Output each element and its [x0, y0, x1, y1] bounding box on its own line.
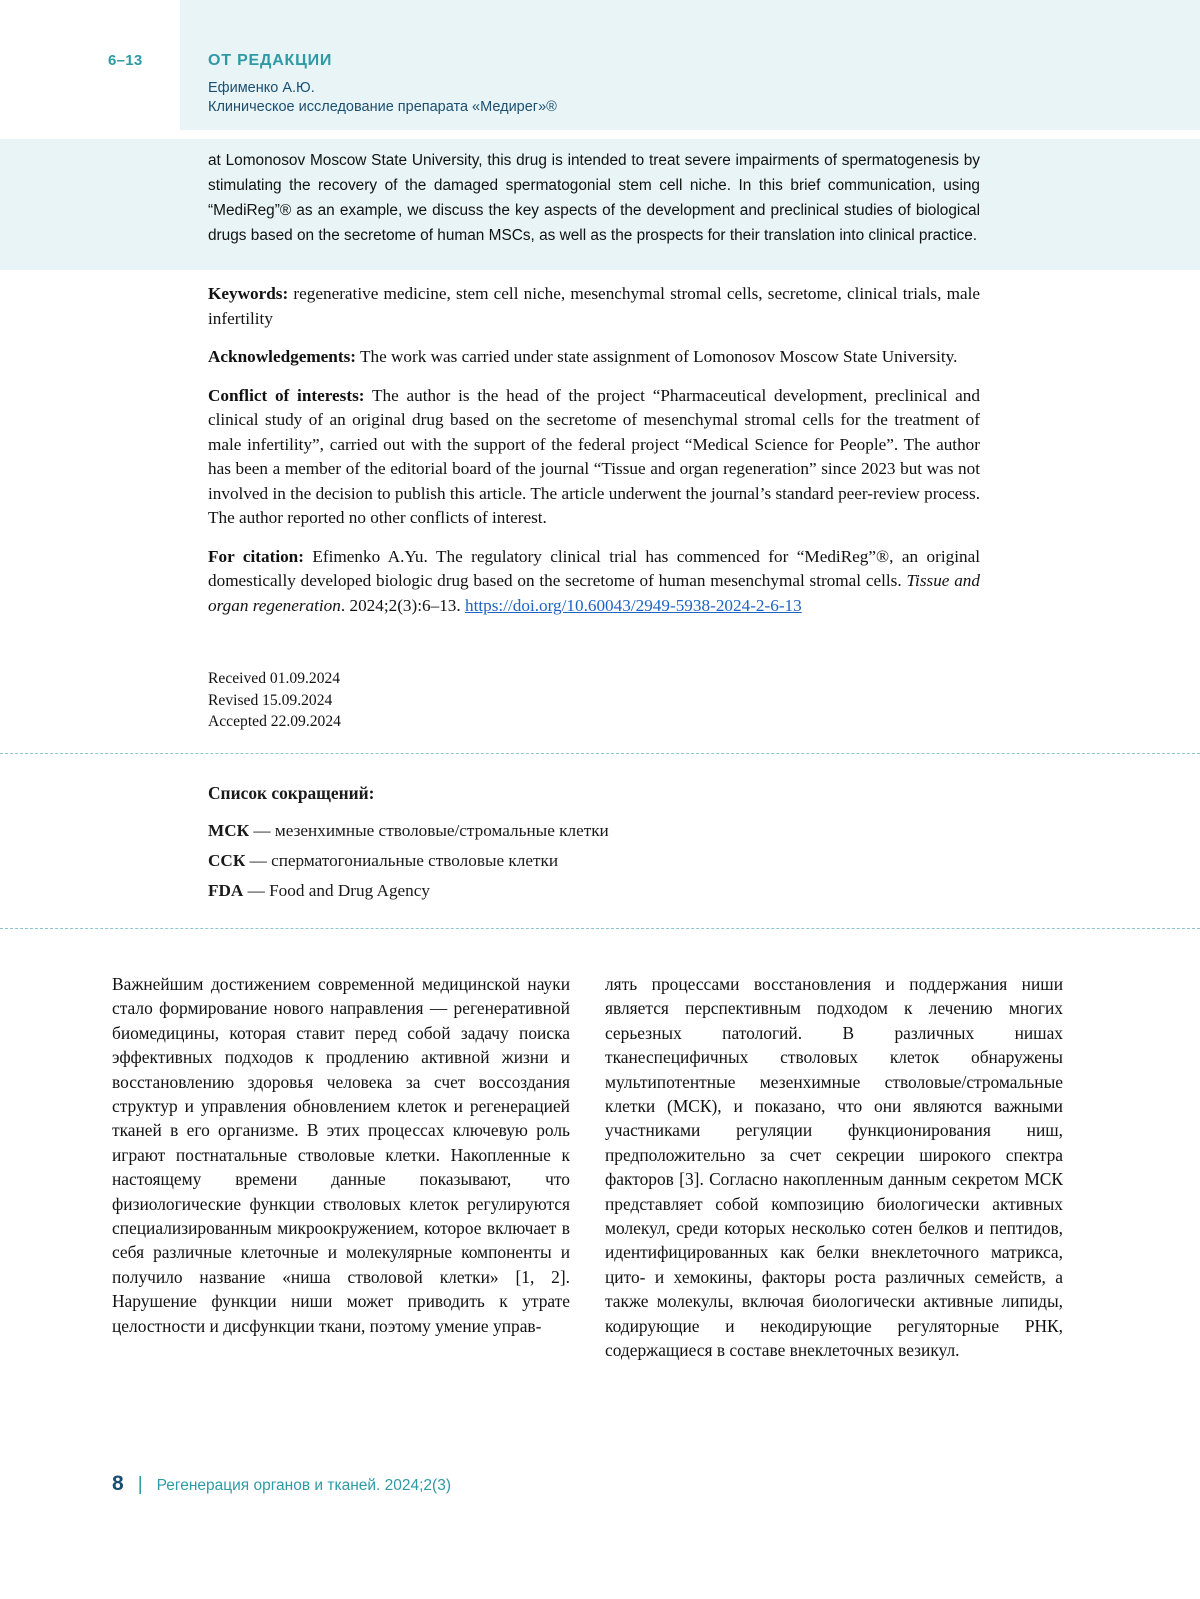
body-column-left — [112, 972, 570, 1338]
abbreviation-definition: — Food and Drug Agency — [243, 881, 430, 900]
abbreviation-definition: — мезенхимные стволовые/стромальные клетки — [249, 821, 609, 840]
article-metadata-block — [208, 282, 980, 632]
citation-text-part-2: . 2024;2(3):6–13. — [340, 595, 465, 615]
date-accepted: Accepted 22.09.2024 — [208, 713, 341, 730]
page-footer — [112, 1472, 451, 1496]
body-column-right — [605, 972, 1063, 1363]
abbreviation-item — [208, 846, 980, 876]
acknowledgements-label: Acknowledgements: — [208, 347, 356, 366]
divider-bottom — [0, 928, 1200, 929]
header-article-title: Клиническое исследование препарата «Медирег»® — [208, 99, 557, 115]
date-revised: Revised 15.09.2024 — [208, 691, 333, 709]
abbreviation-term: FDA — [208, 881, 244, 900]
header-author: Ефименко А.Ю. — [208, 80, 315, 96]
date-received: Received 01.09.2024 — [208, 670, 341, 687]
footer-journal-reference: Регенерация органов и тканей. 2024;2(3) — [156, 1477, 451, 1494]
abbreviations-title: Список сокращений: — [208, 783, 375, 803]
citation-text-part-1: Efimenko A.Yu. The regulatory clinical trial has commenced for “MediReg”®, an original domestically developed biologic drug based on the secretome of human mesenchymal stromal cells. — [208, 546, 980, 590]
keywords-paragraph — [208, 282, 980, 331]
citation-label: For citation: — [208, 546, 304, 566]
header-page-range: 6–13 — [108, 52, 143, 69]
abbreviation-item — [208, 816, 980, 846]
acknowledgements-text: The work was carried under state assignment of Lomonosov Moscow State University. — [356, 347, 958, 366]
abstract-tail-text: at Lomonosov Moscow State University, this drug is intended to treat severe impairments of spermatogenesis by stimulating the recovery of the damaged spermatogonial stem cell niche. In this brief communication, using “MediReg”® as an example, we discuss the key aspects of the development and preclinical studies of biological drugs based on the secretome of human MSCs, as well as the prospects for their translation into clinical practice. — [208, 152, 980, 244]
header-white-strip — [0, 0, 180, 130]
conflict-of-interests-paragraph — [208, 384, 980, 531]
abbreviation-definition: — сперматогониальные стволовые клетки — [245, 851, 559, 870]
keywords-text: regenerative medicine, stem cell niche, mesenchymal stromal cells, secretome, clinical trials, male infertility — [208, 284, 980, 328]
abbreviations-block — [208, 783, 980, 906]
submission-dates — [208, 668, 341, 733]
conflict-text: The author is the head of the project “Pharmaceutical development, preclinical and clinical study of an original drug based on the secretome of mesenchymal stromal cells for the treatment of male infertility”, carried out with the support of the federal project “Medical Science for People”. The author has been a member of the editorial board of the journal “Tissue and organ regeneration” since 2023 but was not involved in the decision to publish this article. The article underwent the journal’s standard peer-review process. The author reported no other conflicts of interest. — [208, 385, 980, 527]
abbreviation-item — [208, 876, 980, 906]
body-paragraph-left: Важнейшим достижением современной медицинской науки стало формирование нового направления — регенеративной биомедицины, которая ставит перед собой задачу поиска эффективных подходов к продлению активной жизни и восстановлению здоровья человека за счет воссоздания структур и управления обновлением клеток и регенерацией тканей в его организме. В этих процессах ключевую роль играют постнатальные стволовые клетки. Накопленные к настоящему времени данные показывают, что физиологические функции стволовых клеток регулируются специализированным микроокружением, которое включает в себя различные клеточные и молекулярные компоненты и получило название «ниша стволовой клетки» [1, 2]. Нарушение функции ниши может приводить к утрате целостности и дисфункции ткани, поэтому умение управ- — [112, 974, 570, 1336]
keywords-label: Keywords: — [208, 284, 289, 303]
divider-top — [0, 753, 1200, 754]
page-header-band — [0, 0, 1200, 130]
for-citation-paragraph — [208, 545, 980, 619]
abbreviation-term: ССК — [208, 851, 246, 870]
footer-separator: | — [137, 1474, 143, 1495]
abbreviation-term: МСК — [208, 821, 250, 840]
footer-page-number: 8 — [112, 1472, 124, 1495]
body-paragraph-right: лять процессами восстановления и поддержания ниши является перспективным подходом к лечению многих серьезных патологий. В различных нишах тканеспецифичных стволовых клеток обнаружены мультипотентные мезенхимные стволовые/стромальные клетки (МСК), и показано, что они являются важными участниками регуляции функционирования ниш, предположительно за счет секреции широкого спектра факторов [3]. Согласно накопленным данным секретом МСК представляет собой композицию биологически активных молекул, среди которых несколько сотен белков и пептидов, идентифицированных как белки внеклеточного матрикса, цито- и хемокины, факторы роста различных семейств, а также молекулы, включая биологически активные липиды, кодирующие и некодирующие регуляторные РНК, содержащиеся в составе внеклеточных везикул. — [605, 974, 1063, 1361]
citation-journal-name: Tissue and organ regeneration — [208, 571, 980, 615]
citation-doi-link[interactable]: https://doi.org/10.60043/2949-5938-2024-2-6-13 — [465, 595, 802, 615]
conflict-label: Conflict of interests: — [208, 385, 365, 405]
header-rubric: ОТ РЕДАКЦИИ — [208, 52, 333, 69]
acknowledgements-paragraph — [208, 345, 980, 370]
